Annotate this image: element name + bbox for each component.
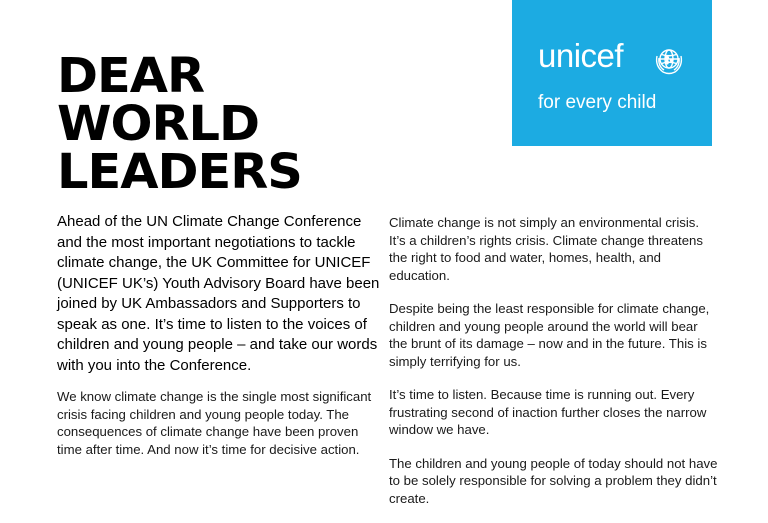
left-column bbox=[57, 212, 382, 474]
headline-line-1: DEAR bbox=[57, 48, 205, 104]
headline-line-2: WORLD bbox=[57, 96, 260, 152]
body-paragraph: Climate change is not simply an environmental crisis. It’s a children’s rights crisis. Climate change threatens the right to food and water, homes, health, and education. bbox=[389, 215, 703, 283]
unicef-globe-emblem-icon bbox=[652, 44, 686, 78]
unicef-logo bbox=[512, 0, 712, 146]
intro-paragraph: Ahead of the UN Climate Change Conference and the most important negotiations to tackle climate change, the UK Committee for UNICEF (UNICEF UK’s) Youth Advisory Board have been joined by UK Ambassadors and Supporters to speak as one. It’s time to listen to the voices of children and young people – and take our words with you into the Conference. bbox=[57, 213, 380, 374]
right-column bbox=[389, 214, 719, 523]
body-paragraph: The children and young people of today should not have to be solely responsible for solving a problem they didn’t create. bbox=[389, 455, 718, 506]
body-paragraph: Despite being the least responsible for climate change, children and young people around the world will bear the brunt of its damage – now and in the future. This is simply terrifying for us. bbox=[389, 301, 710, 369]
body-paragraph: We know climate change is the single most significant crisis facing children and young people today. The consequences of climate change have been proven time after time. And now it’s time for decisive action. bbox=[57, 389, 372, 457]
body-paragraph: It’s time to listen. Because time is running out. Every frustrating second of inaction further closes the narrow window we have. bbox=[389, 387, 707, 437]
headline-line-3: LEADERS bbox=[57, 144, 302, 200]
logo-tagline: for every child bbox=[538, 92, 657, 113]
headline bbox=[57, 48, 302, 200]
logo-wordmark: unicef bbox=[538, 37, 624, 74]
